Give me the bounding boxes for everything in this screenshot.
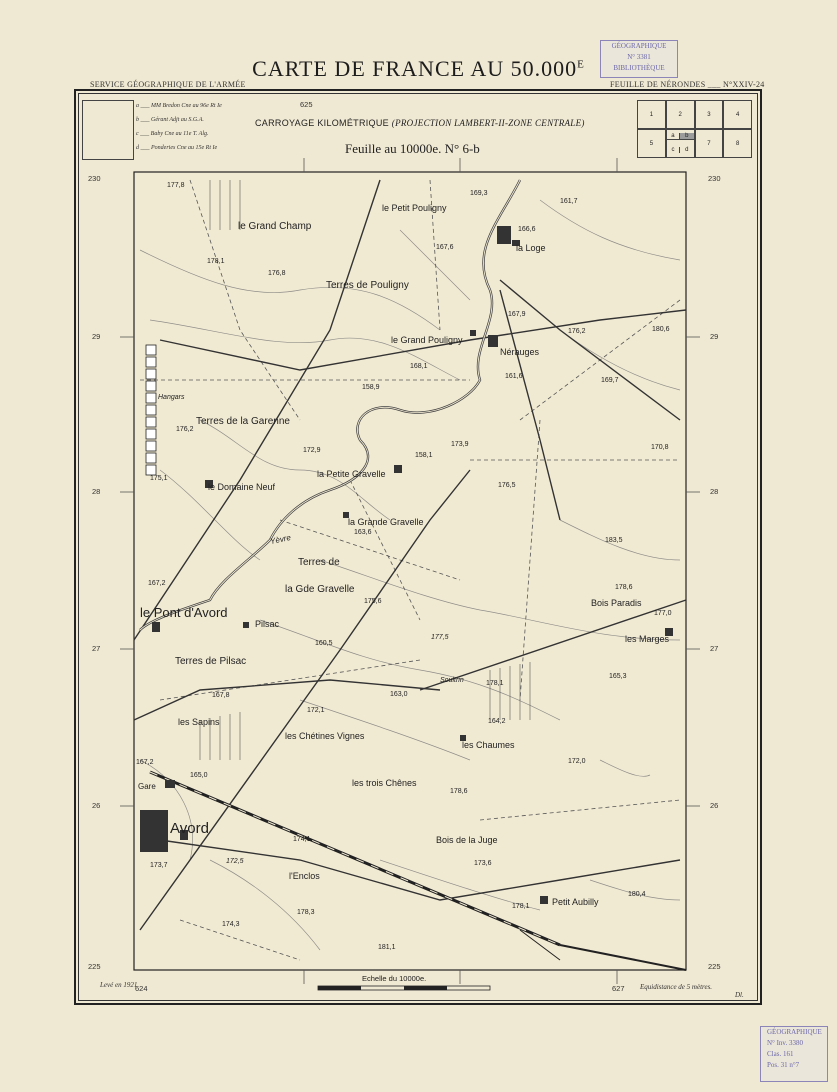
northing-230-left: 230 bbox=[88, 174, 101, 183]
spot-elevation: 178,6 bbox=[450, 788, 468, 795]
map-area bbox=[134, 172, 686, 970]
spot-elevation: 173,9 bbox=[451, 441, 469, 448]
easting-627: 627 bbox=[612, 984, 625, 993]
place-terres-de-la-garenne: Terres de la Garenne bbox=[196, 416, 290, 427]
place-les-sapins: les Sapins bbox=[178, 717, 220, 727]
place-les-marges: les Marges bbox=[625, 634, 670, 644]
spot-elevation: 178,1 bbox=[486, 680, 504, 687]
legend-line-d: d ___ Ponderies Cne au 15e Rt Ie bbox=[136, 145, 218, 151]
spot-elevation: 167,8 bbox=[212, 692, 230, 699]
index-cell: 7 bbox=[695, 129, 724, 158]
place-bois-paradis: Bois Paradis bbox=[591, 598, 642, 608]
northing-29-left: 29 bbox=[92, 332, 101, 341]
spot-elevation: 168,1 bbox=[410, 363, 428, 370]
sheet-caption: FEUILLE DE NÉRONDES ___ N°XXIV-24 bbox=[610, 80, 765, 89]
spot-elevation: 161,7 bbox=[560, 198, 578, 205]
draughtsman-initials: Dl. bbox=[735, 991, 744, 999]
spot-elevation: 178,1 bbox=[207, 258, 225, 265]
spot-elevation: 163,0 bbox=[390, 691, 408, 698]
spot-elevation: 178,1 bbox=[512, 903, 530, 910]
place-pilsac: Pilsac bbox=[255, 619, 280, 629]
northing-26-right: 26 bbox=[710, 801, 719, 810]
spot-elevation: 158,1 bbox=[415, 452, 433, 459]
place-hangars: Hangars bbox=[158, 394, 185, 401]
place-trois-chenes: les trois Chênes bbox=[352, 778, 417, 788]
spot-elevation: 176,2 bbox=[568, 328, 586, 335]
spot-elevation: 161,6 bbox=[505, 373, 523, 380]
spot-elevation: 172,0 bbox=[568, 758, 586, 765]
place-grand-champ: le Grand Champ bbox=[238, 221, 312, 232]
spot-elevation: 167,2 bbox=[148, 580, 166, 587]
place-lenclos: l'Enclos bbox=[289, 871, 320, 881]
place-grand-pouligny: le Grand Pouligny bbox=[391, 335, 463, 345]
spot-elevation: 166,6 bbox=[518, 226, 536, 233]
river-label-yevre: Yèvre bbox=[269, 532, 292, 547]
place-petit-pouligny: le Petit Pouligny bbox=[382, 203, 447, 213]
easting-label-top: 625 bbox=[300, 100, 313, 109]
spot-elevation: 167,2 bbox=[136, 759, 154, 766]
spot-elevation: 169,3 bbox=[470, 190, 488, 197]
place-les-chaumes: les Chaumes bbox=[462, 740, 515, 750]
spot-elevation: 167,6 bbox=[436, 244, 454, 251]
spot-elevation: 167,9 bbox=[508, 311, 526, 318]
place-petite-gravelle: la Petite Gravelle bbox=[317, 469, 386, 479]
spot-elevation: 174,1 bbox=[293, 836, 311, 843]
spot-elevation: 169,7 bbox=[601, 377, 619, 384]
place-bois-de-la-juge: Bois de la Juge bbox=[436, 835, 498, 845]
survey-year: Levé en 1921 bbox=[100, 981, 138, 989]
legend-line-b: b ___ Gérant Adjt au S.G.A. bbox=[136, 117, 204, 123]
northing-26-left: 26 bbox=[92, 801, 101, 810]
map-title: CARTE DE FRANCE AU $50.000^E$ bbox=[252, 56, 585, 81]
sheet-number: Feuille au 10000e. N° 6-b bbox=[345, 141, 480, 156]
stream-soultrin: Soultrin bbox=[440, 677, 464, 684]
spot-elevation: 175,1 bbox=[150, 475, 168, 482]
northing-29-right: 29 bbox=[710, 332, 719, 341]
library-stamp-bottom: GÉOGRAPHIQUE N° Inv. 3380 Clas. 161 Pos. 31 n°7 bbox=[760, 1026, 828, 1082]
library-stamp-top: GÉOGRAPHIQUE N° 3381 BIBLIOTHÈQUE bbox=[600, 40, 678, 78]
place-gde-gravelle: la Gde Gravelle bbox=[285, 584, 355, 595]
index-cell: 4 bbox=[723, 100, 752, 129]
spot-elevation: 180,6 bbox=[652, 326, 670, 333]
spot-elevation: 163,6 bbox=[354, 529, 372, 536]
scale-caption: Echelle du 10000e. bbox=[362, 974, 427, 983]
northing-28-left: 28 bbox=[92, 487, 101, 496]
scale-bar bbox=[318, 986, 490, 990]
contour-value: 172,5 bbox=[226, 858, 244, 865]
place-avord: Avord bbox=[170, 820, 209, 837]
spot-elevation: 180,4 bbox=[628, 891, 646, 898]
place-chetines-vignes: les Chétines Vignes bbox=[285, 731, 365, 741]
spot-elevation: 158,9 bbox=[362, 384, 380, 391]
spot-elevation: 165,0 bbox=[190, 772, 208, 779]
publisher-caption: SERVICE GÉOGRAPHIQUE DE L'ARMÉE bbox=[90, 80, 246, 89]
spot-elevation: 176,5 bbox=[498, 482, 516, 489]
place-grande-gravelle: la Grande Gravelle bbox=[348, 517, 424, 527]
spot-elevation: 176,2 bbox=[176, 426, 194, 433]
spot-elevation: 160,5 bbox=[315, 640, 333, 647]
index-cell: 5 bbox=[637, 129, 666, 158]
spot-elevation: 172,1 bbox=[307, 707, 325, 714]
place-la-loge: la Loge bbox=[516, 243, 546, 253]
grid-projection-heading: CARROYAGE KILOMÉTRIQUE (PROJECTION LAMBERT-II-ZONE CENTRALE) bbox=[255, 118, 585, 128]
spot-elevation: 173,7 bbox=[150, 862, 168, 869]
spot-elevation: 177,8 bbox=[167, 182, 185, 189]
airfield-hangars bbox=[146, 345, 156, 475]
index-cell: 3 bbox=[695, 100, 724, 129]
place-terres-de-pouligny: Terres de Pouligny bbox=[326, 280, 409, 291]
contour-value: 177,5 bbox=[431, 634, 449, 641]
northing-27-left: 27 bbox=[92, 644, 101, 653]
easting-624: 624 bbox=[135, 984, 148, 993]
spot-elevation: 176,8 bbox=[268, 270, 286, 277]
place-petit-aubilly: Petit Aubilly bbox=[552, 897, 599, 907]
legend-line-a: a ___ MM Bredon Cne au 96e Rt Ie bbox=[136, 103, 222, 109]
index-cell: 2 bbox=[666, 100, 695, 129]
spot-elevation: 178,6 bbox=[615, 584, 633, 591]
place-gare: Gare bbox=[138, 782, 156, 791]
place-nerauges: Nérauges bbox=[500, 347, 540, 357]
spot-elevation: 173,6 bbox=[474, 860, 492, 867]
place-pont-davord: le Pont d'Avord bbox=[140, 605, 228, 620]
index-cell: 1 bbox=[637, 100, 666, 129]
northing-28-right: 28 bbox=[710, 487, 719, 496]
spot-elevation: 177,0 bbox=[654, 610, 672, 617]
spot-elevation: 178,3 bbox=[297, 909, 315, 916]
legend-line-c: c ___ Baby Cne au 11e T. Alg. bbox=[136, 131, 209, 137]
northing-225-right: 225 bbox=[708, 962, 721, 971]
northing-230-right: 230 bbox=[708, 174, 721, 183]
index-cell-subdivided: a b c d bbox=[666, 129, 695, 158]
index-cell: 8 bbox=[723, 129, 752, 158]
spot-elevation: 172,9 bbox=[303, 447, 321, 454]
contour-interval: Equidistance de 5 mètres. bbox=[640, 983, 713, 991]
spot-elevation: 170,8 bbox=[651, 444, 669, 451]
spot-elevation: 181,1 bbox=[378, 944, 396, 951]
place-terres-de: Terres de bbox=[298, 557, 340, 568]
place-terres-de-pilsac: Terres de Pilsac bbox=[175, 656, 247, 667]
spot-elevation: 174,3 bbox=[222, 921, 240, 928]
spot-elevation: 183,5 bbox=[605, 537, 623, 544]
spot-elevation: 175,6 bbox=[364, 598, 382, 605]
spot-elevation: 164,2 bbox=[488, 718, 506, 725]
northing-225-left: 225 bbox=[88, 962, 101, 971]
place-domaine-neuf: le Domaine Neuf bbox=[208, 482, 276, 492]
spot-elevation: 165,3 bbox=[609, 673, 627, 680]
northing-27-right: 27 bbox=[710, 644, 719, 653]
